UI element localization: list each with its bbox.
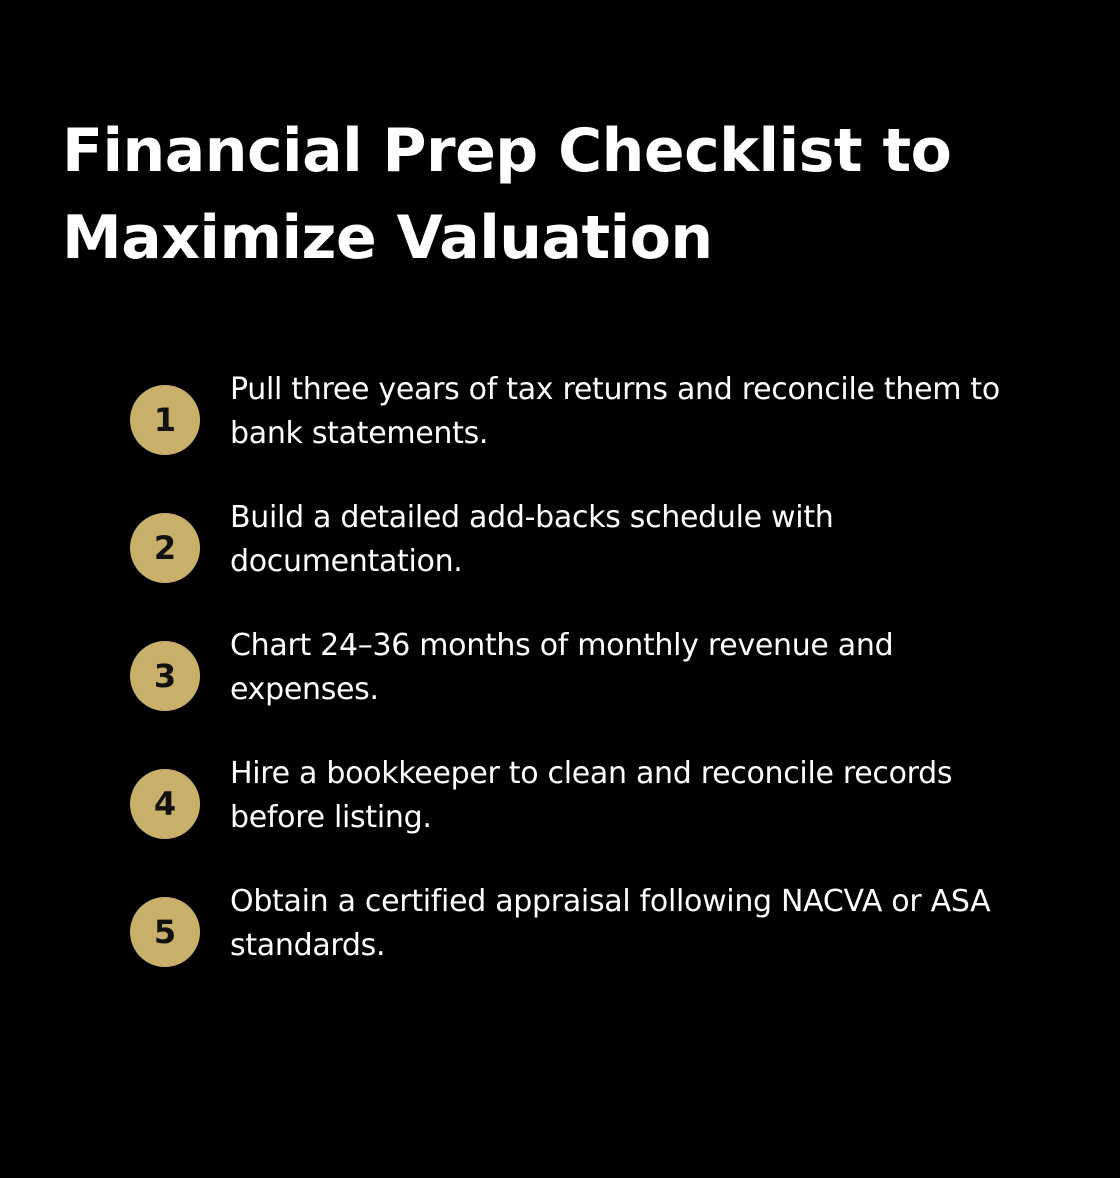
page-title: Financial Prep Checklist to Maximize Valuation <box>62 116 952 273</box>
checklist-item <box>130 884 1030 978</box>
checklist-item <box>130 756 1030 850</box>
step-number-badge: 4 <box>130 769 200 839</box>
step-number-badge: 3 <box>130 641 200 711</box>
checklist-item-text: Build a detailed add-backs schedule with documentation. <box>230 500 834 579</box>
checklist-item <box>130 372 1030 466</box>
step-number-badge: 1 <box>130 385 200 455</box>
checklist-item-text: Obtain a certified appraisal following NACVA or ASA standards. <box>230 884 991 963</box>
step-number-badge: 5 <box>130 897 200 967</box>
checklist-item <box>130 628 1030 722</box>
checklist-item <box>130 500 1030 594</box>
checklist-item-text: Hire a bookkeeper to clean and reconcile records before listing. <box>230 756 953 835</box>
checklist-item-text: Pull three years of tax returns and reconcile them to bank statements. <box>230 372 1000 451</box>
checklist-item-text: Chart 24–36 months of monthly revenue and expenses. <box>230 628 894 707</box>
step-number-badge: 2 <box>130 513 200 583</box>
